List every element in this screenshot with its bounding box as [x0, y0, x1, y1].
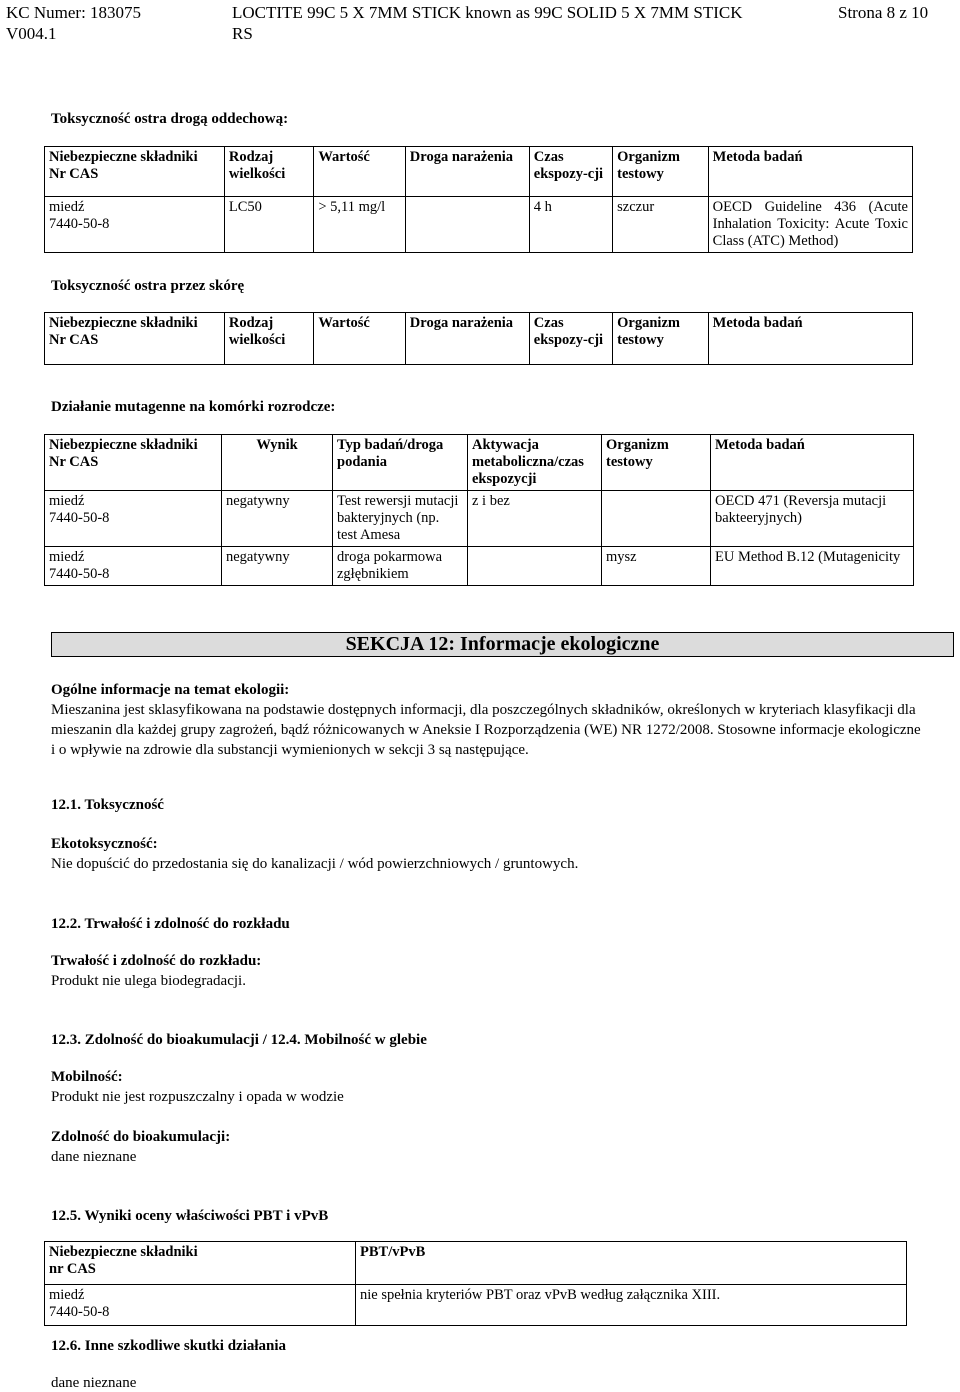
header-method: Metoda badań — [708, 313, 912, 365]
other-effects-text: dane nieznane — [51, 1375, 137, 1391]
table-row — [45, 547, 914, 586]
header-organism: Organizm testowy — [602, 435, 711, 491]
header-route: Droga narażenia — [405, 147, 529, 197]
mobility-heading: Mobilność: — [51, 1069, 123, 1085]
substance-cell: miedź 7440-50-8 — [45, 547, 222, 586]
substance-cell: miedź 7440-50-8 — [45, 197, 225, 253]
bioaccumulation-heading: Zdolność do bioakumulacji: — [51, 1129, 231, 1145]
table-row — [45, 197, 913, 253]
mutagenic-table — [44, 434, 914, 586]
dermal-table — [44, 312, 913, 365]
page-number: Strona 8 z 10 — [838, 3, 929, 22]
test-type-cell: droga pokarmowa zgłębnikiem — [333, 547, 468, 586]
header-method: Metoda badań — [708, 147, 912, 197]
persistence-block — [51, 951, 921, 991]
organism-cell: szczur — [613, 197, 709, 253]
kc-number: KC Numer: 183075 V004.1 — [6, 3, 142, 43]
persistence-heading: Trwałość i zdolność do rozkładu: — [51, 953, 262, 969]
activation-cell: z i bez — [468, 491, 602, 547]
dermal-title: Toksyczność ostra przez skórę — [51, 278, 245, 294]
method-cell: EU Method B.12 (Mutagenicity — [711, 547, 914, 586]
result-cell: negatywny — [222, 547, 333, 586]
heading-12-6: 12.6. Inne szkodliwe skutki działania — [51, 1338, 287, 1354]
substance-cell: miedź 7440-50-8 — [45, 491, 222, 547]
heading-12-5: 12.5. Wyniki oceny właściwości PBT i vPvB — [51, 1208, 329, 1224]
pbt-result-cell: nie spełnia kryteriów PBT oraz vPvB według załącznika XIII. — [356, 1285, 907, 1326]
time-cell: 4 h — [529, 197, 612, 253]
mutagenic-title: Działanie mutagenne na komórki rozrodcze: — [51, 399, 336, 415]
heading-12-3: 12.3. Zdolność do bioakumulacji / 12.4. Mobilność w glebie — [51, 1032, 427, 1048]
pbt-header-substance: Niebezpieczne składniki nr CAS — [45, 1242, 356, 1285]
header-route: Droga narażenia — [405, 313, 529, 365]
persistence-text: Produkt nie ulega biodegradacji. — [51, 973, 246, 989]
table-header-row — [45, 435, 914, 491]
heading-12-2: 12.2. Trwałość i zdolność do rozkładu — [51, 916, 290, 932]
header-activation: Aktywacja metaboliczna/czas ekspozycji — [468, 435, 602, 491]
table-header-row — [45, 147, 913, 197]
pbt-header-result: PBT/vPvB — [356, 1242, 907, 1285]
mobility-text: Produkt nie jest rozpuszczalny i opada w wodzie — [51, 1089, 344, 1105]
header-value: Wartość — [314, 313, 405, 365]
header-organism: Organizm testowy — [613, 147, 709, 197]
value-cell: > 5,11 mg/l — [314, 197, 405, 253]
header-test-type: Typ badań/droga podania — [333, 435, 468, 491]
method-cell: OECD Guideline 436 (Acute Inhalation Toxicity: Acute Toxic Class (ATC) Method) — [708, 197, 912, 253]
method-cell: OECD 471 (Reversja mutacji bakteeryjnych) — [711, 491, 914, 547]
table-row — [45, 491, 914, 547]
general-text: Mieszanina jest sklasyfikowana na podstawie dostępnych informacji, dla poszczególnych składników, określonych w kryteriach klasyfikacji dla mieszanin dla każdej grupy zagrożeń, bądź różnicowanych w Aneksie I Rozporządzenia (WE) NR 1272/2008. Stosowne informacje ekologiczne i o wpływie na zdrowie dla substancji wymienionych w sekcji 3 są następujące. — [51, 702, 921, 758]
bioaccumulation-text: dane nieznane — [51, 1149, 137, 1165]
organism-cell: mysz — [602, 547, 711, 586]
header-type: Rodzaj wielkości — [224, 147, 313, 197]
route-cell — [405, 197, 529, 253]
inhalation-title: Toksyczność ostra drogą oddechową: — [51, 111, 289, 127]
header-method: Metoda badań — [711, 435, 914, 491]
header-type: Rodzaj wielkości — [224, 313, 313, 365]
header-time: Czas ekspozy-cji — [529, 313, 612, 365]
pbt-substance-cell: miedź 7440-50-8 — [45, 1285, 356, 1326]
section-12-title: SEKCJA 12: Informacje ekologiczne — [51, 632, 954, 657]
header-substance: Niebezpieczne składniki Nr CAS — [45, 313, 225, 365]
pbt-table — [44, 1241, 907, 1326]
header-organism: Organizm testowy — [613, 313, 709, 365]
result-cell: negatywny — [222, 491, 333, 547]
header-value: Wartość — [314, 147, 405, 197]
activation-cell — [468, 547, 602, 586]
organism-cell — [602, 491, 711, 547]
table-header-row — [45, 313, 913, 365]
mobility-block — [51, 1067, 921, 1107]
header-substance: Niebezpieczne składniki Nr CAS — [45, 147, 225, 197]
table-row — [45, 1242, 907, 1285]
inhalation-table — [44, 146, 913, 253]
general-info — [51, 680, 921, 760]
ecotox-heading: Ekotoksyczność: — [51, 836, 158, 852]
general-heading: Ogólne informacje na temat ekologii: — [51, 682, 290, 698]
bioaccumulation-block — [51, 1127, 921, 1167]
header-time: Czas ekspozy-cji — [529, 147, 612, 197]
type-cell: LC50 — [224, 197, 313, 253]
heading-12-1: 12.1. Toksyczność — [51, 797, 164, 813]
ecotox-text: Nie dopuścić do przedostania się do kanalizacji / wód powierzchniowych / gruntowych. — [51, 856, 579, 872]
table-row — [45, 1285, 907, 1326]
ecotox-block — [51, 834, 921, 874]
header-substance: Niebezpieczne składniki Nr CAS — [45, 435, 222, 491]
header-result: Wynik — [222, 435, 333, 491]
test-type-cell: Test rewersji mutacji bakteryjnych (np. test Amesa — [333, 491, 468, 547]
product-name: LOCTITE 99C 5 X 7MM STICK known as 99C SOLID 5 X 7MM STICK RS — [232, 3, 743, 43]
